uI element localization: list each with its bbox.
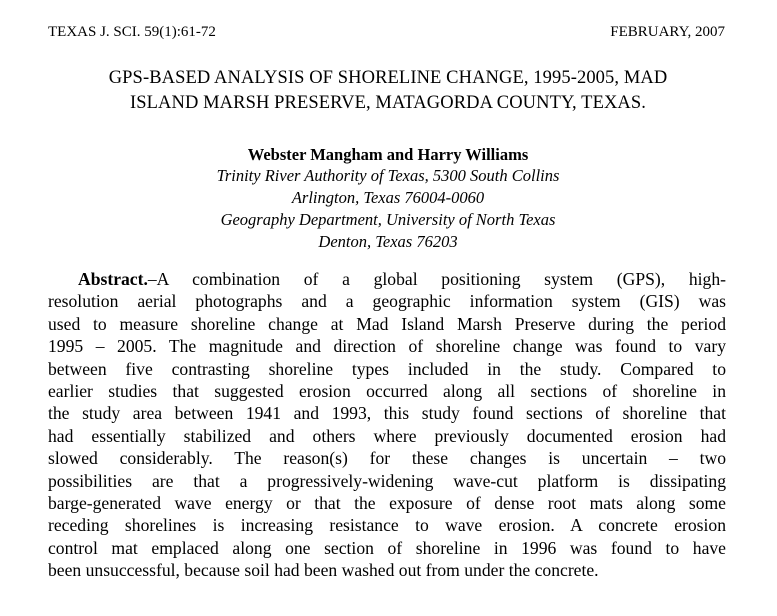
affiliation-line: Arlington, Texas 76004-0060 (291, 188, 485, 207)
abstract-label: Abstract. (78, 269, 148, 289)
paper-title (48, 66, 728, 116)
abstract (48, 268, 726, 582)
abstract-line: possibilities are that a progressively-widening wave-cut platform is dissipating (48, 470, 726, 491)
title-line: ISLAND MARSH PRESERVE, MATAGORDA COUNTY, TEXAS. (129, 93, 647, 113)
abstract-line: earlier studies that suggested erosion occurred along all sections of shoreline in (48, 381, 726, 402)
abstract-line: control mat emplaced along one section of shoreline in 1996 was found to have (48, 537, 726, 558)
abstract-line: been unsuccessful, because soil had been washed out from under the concrete. (48, 560, 599, 581)
abstract-line (48, 268, 726, 290)
abstract-line: receding shorelines is increasing resistance to wave erosion. A concrete erosion (48, 515, 726, 536)
journal-citation: TEXAS J. SCI. 59(1):61-72 (48, 24, 216, 40)
abstract-line: resolution aerial photographs and a geographic information system (GIS) was (48, 291, 726, 312)
issue-date: FEBRUARY, 2007 (610, 24, 725, 40)
author-names: Webster Mangham and Harry Williams (247, 145, 529, 164)
title-line: GPS-BASED ANALYSIS OF SHORELINE CHANGE, 1995-2005, MAD (108, 68, 668, 88)
abstract-line: 1995 – 2005. The magnitude and direction of shoreline change was found to vary (48, 336, 726, 357)
abstract-line: had essentially stabilized and others where previously documented erosion had (48, 425, 726, 446)
affiliation-line: Trinity River Authority of Texas, 5300 South Collins (216, 166, 560, 185)
abstract-line-text: –A combination of a global positioning system (GPS), high- (147, 269, 726, 289)
abstract-line: barge-generated wave energy or that the exposure of dense root mats along some (48, 493, 726, 514)
abstract-line: the study area between 1941 and 1993, this study found sections of shoreline that (48, 403, 726, 424)
abstract-line: slowed considerably. The reason(s) for these changes is uncertain – two (48, 448, 726, 469)
affiliation-line: Geography Department, University of North Texas (220, 210, 556, 229)
abstract-line: between five contrasting shoreline types included in the study. Compared to (48, 358, 726, 379)
abstract-line: used to measure shoreline change at Mad Island Marsh Preserve during the period (48, 313, 726, 334)
running-head (48, 22, 725, 42)
affiliation-line: Denton, Texas 76203 (318, 232, 458, 251)
author-affiliations (48, 165, 728, 253)
